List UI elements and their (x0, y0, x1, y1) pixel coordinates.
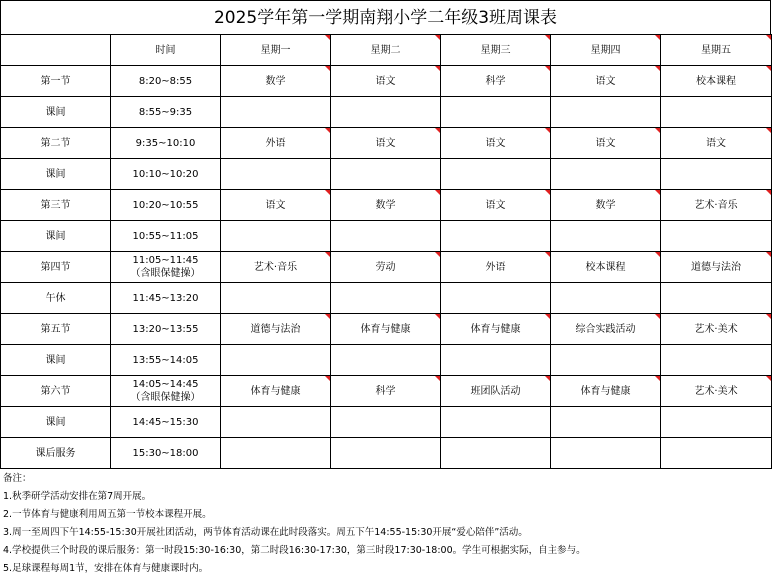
course-cell-tuesday[interactable] (331, 438, 441, 469)
course-cell-monday[interactable] (221, 407, 331, 438)
period-label-cell[interactable]: 课间 (1, 159, 111, 190)
notes-heading: 备注： (3, 473, 32, 484)
table-row (1, 283, 772, 314)
note-line: 3.周一至周四下午14:55-15:30开展社团活动，两节体育活动课在此时段落实。周五下午14:55-15:30开展“爱心陪伴”活动。 (3, 527, 528, 538)
course-cell-monday[interactable] (221, 159, 331, 190)
period-time-cell[interactable] (111, 221, 221, 252)
course-cell-thursday[interactable]: 校本课程 (551, 252, 661, 283)
period-label-cell[interactable]: 午休 (1, 283, 111, 314)
table-row (1, 128, 772, 159)
period-time: 8:55~9:35 (138, 106, 193, 118)
course-cell-tuesday[interactable] (331, 407, 441, 438)
period-time: 11:45~13:20 (132, 292, 199, 304)
course-cell-tuesday[interactable]: 语文 (331, 128, 441, 159)
period-time-cell[interactable] (111, 190, 221, 221)
course-cell-wednesday[interactable]: 语文 (441, 128, 551, 159)
course-cell-monday[interactable]: 外语 (221, 128, 331, 159)
period-time-cell[interactable] (111, 407, 221, 438)
period-time: 9:35~10:10 (135, 137, 196, 149)
course-cell-monday[interactable] (221, 97, 331, 128)
course-cell-thursday[interactable] (551, 407, 661, 438)
period-label-cell[interactable]: 第五节 (1, 314, 111, 345)
course-cell-thursday[interactable]: 语文 (551, 66, 661, 97)
course-cell-monday[interactable] (221, 283, 331, 314)
period-label-cell[interactable]: 课间 (1, 345, 111, 376)
course-cell-tuesday[interactable]: 体育与健康 (331, 314, 441, 345)
period-time: 8:20~8:55 (138, 75, 193, 87)
header-tuesday[interactable]: 星期二 (331, 35, 441, 66)
period-time-cell[interactable] (111, 345, 221, 376)
header-monday[interactable]: 星期一 (221, 35, 331, 66)
page-title: 2025学年第一学期南翔小学二年级3班周课表 (0, 0, 771, 34)
table-row (1, 66, 772, 97)
table-row (1, 345, 772, 376)
course-cell-thursday[interactable]: 语文 (551, 128, 661, 159)
course-cell-monday[interactable] (221, 438, 331, 469)
period-time-note: （含眼保健操） (130, 392, 201, 403)
course-cell-friday[interactable] (661, 283, 772, 314)
course-cell-thursday[interactable] (551, 221, 661, 252)
header-time[interactable]: 时间 (111, 35, 221, 66)
course-cell-monday[interactable]: 数学 (221, 66, 331, 97)
table-row (1, 407, 772, 438)
course-cell-friday[interactable] (661, 159, 772, 190)
table-row (1, 314, 772, 345)
course-cell-friday[interactable] (661, 97, 772, 128)
course-cell-tuesday[interactable] (331, 159, 441, 190)
period-time-cell[interactable] (111, 438, 221, 469)
course-cell-monday[interactable] (221, 221, 331, 252)
period-time: 13:20~13:55 (132, 323, 199, 335)
course-cell-wednesday[interactable]: 科学 (441, 66, 551, 97)
header-friday[interactable]: 星期五 (661, 35, 772, 66)
course-cell-wednesday[interactable]: 班团队活动 (441, 376, 551, 407)
course-cell-wednesday[interactable] (441, 345, 551, 376)
header-row (1, 35, 772, 66)
period-label-cell[interactable]: 课间 (1, 407, 111, 438)
period-time: 13:55~14:05 (132, 354, 199, 366)
course-cell-thursday[interactable] (551, 159, 661, 190)
period-time: 10:20~10:55 (132, 199, 199, 211)
course-cell-monday[interactable]: 体育与健康 (221, 376, 331, 407)
course-cell-friday[interactable]: 道德与法治 (661, 252, 772, 283)
table-row (1, 252, 772, 283)
period-label-cell[interactable]: 第四节 (1, 252, 111, 283)
course-cell-friday[interactable]: 校本课程 (661, 66, 772, 97)
course-cell-wednesday[interactable] (441, 97, 551, 128)
notes-section (3, 470, 771, 578)
header-wednesday[interactable]: 星期三 (441, 35, 551, 66)
course-cell-tuesday[interactable]: 语文 (331, 66, 441, 97)
period-time-cell[interactable] (111, 66, 221, 97)
course-cell-friday[interactable]: 艺术·美术 (661, 314, 772, 345)
period-time: 11:05~11:45 (132, 255, 199, 266)
course-cell-thursday[interactable] (551, 283, 661, 314)
course-cell-wednesday[interactable]: 外语 (441, 252, 551, 283)
table-row (1, 221, 772, 252)
course-cell-wednesday[interactable] (441, 221, 551, 252)
header-corner[interactable] (1, 35, 111, 66)
course-cell-friday[interactable]: 艺术·音乐 (661, 190, 772, 221)
header-thursday[interactable]: 星期四 (551, 35, 661, 66)
course-cell-tuesday[interactable]: 劳动 (331, 252, 441, 283)
course-cell-tuesday[interactable] (331, 221, 441, 252)
period-time: 14:45~15:30 (132, 416, 199, 428)
period-time: 14:05~14:45 (132, 379, 199, 390)
course-cell-tuesday[interactable] (331, 97, 441, 128)
table-row (1, 97, 772, 128)
period-time: 15:30~18:00 (132, 447, 199, 459)
course-cell-friday[interactable] (661, 221, 772, 252)
course-cell-thursday[interactable] (551, 345, 661, 376)
course-cell-friday[interactable] (661, 345, 772, 376)
period-time-cell[interactable] (111, 314, 221, 345)
course-cell-tuesday[interactable] (331, 345, 441, 376)
timetable-grid (0, 34, 772, 469)
course-cell-wednesday[interactable] (441, 159, 551, 190)
period-label-cell[interactable]: 课间 (1, 221, 111, 252)
period-time-cell[interactable] (111, 97, 221, 128)
period-label-cell[interactable]: 第二节 (1, 128, 111, 159)
course-cell-tuesday[interactable] (331, 283, 441, 314)
note-line: 2.一节体育与健康利用周五第一节校本课程开展。 (3, 509, 212, 520)
period-time-note: （含眼保健操） (130, 268, 201, 279)
course-cell-friday[interactable]: 艺术·美术 (661, 376, 772, 407)
course-cell-thursday[interactable] (551, 438, 661, 469)
table-row (1, 438, 772, 469)
table-row (1, 159, 772, 190)
note-line: 1.秋季研学活动安排在第7周开展。 (3, 491, 152, 502)
note-line: 4.学校提供三个时段的课后服务：第一时段15:30-16:30，第二时段16:30-17:30，第三时段17:30-18:00。学生可根据实际，自主参与。 (3, 545, 586, 556)
period-label-cell[interactable]: 课后服务 (1, 438, 111, 469)
table-row (1, 376, 772, 407)
course-cell-tuesday[interactable]: 数学 (331, 190, 441, 221)
period-label-cell[interactable]: 课间 (1, 97, 111, 128)
note-line: 5.足球课程每周1节，安排在体育与健康课时内。 (3, 563, 209, 574)
period-time-cell[interactable] (111, 252, 221, 283)
period-time-cell[interactable] (111, 159, 221, 190)
course-cell-monday[interactable]: 语文 (221, 190, 331, 221)
table-row (1, 190, 772, 221)
period-time-cell[interactable] (111, 283, 221, 314)
course-cell-wednesday[interactable]: 语文 (441, 190, 551, 221)
course-cell-wednesday[interactable] (441, 407, 551, 438)
course-cell-thursday[interactable]: 综合实践活动 (551, 314, 661, 345)
period-time: 10:10~10:20 (132, 168, 199, 180)
course-cell-thursday[interactable] (551, 97, 661, 128)
period-label-cell[interactable]: 第六节 (1, 376, 111, 407)
course-cell-tuesday[interactable]: 科学 (331, 376, 441, 407)
course-cell-friday[interactable] (661, 438, 772, 469)
period-label-cell[interactable]: 第三节 (1, 190, 111, 221)
course-cell-wednesday[interactable] (441, 283, 551, 314)
course-cell-thursday[interactable]: 数学 (551, 190, 661, 221)
course-cell-friday[interactable]: 语文 (661, 128, 772, 159)
course-cell-friday[interactable] (661, 407, 772, 438)
period-time-cell[interactable] (111, 128, 221, 159)
course-cell-monday[interactable] (221, 345, 331, 376)
course-cell-wednesday[interactable] (441, 438, 551, 469)
period-time: 10:55~11:05 (132, 230, 199, 242)
period-time-cell[interactable] (111, 376, 221, 407)
course-cell-wednesday[interactable]: 体育与健康 (441, 314, 551, 345)
course-cell-monday[interactable]: 艺术·音乐 (221, 252, 331, 283)
period-label-cell[interactable]: 第一节 (1, 66, 111, 97)
course-cell-monday[interactable]: 道德与法治 (221, 314, 331, 345)
course-cell-thursday[interactable]: 体育与健康 (551, 376, 661, 407)
